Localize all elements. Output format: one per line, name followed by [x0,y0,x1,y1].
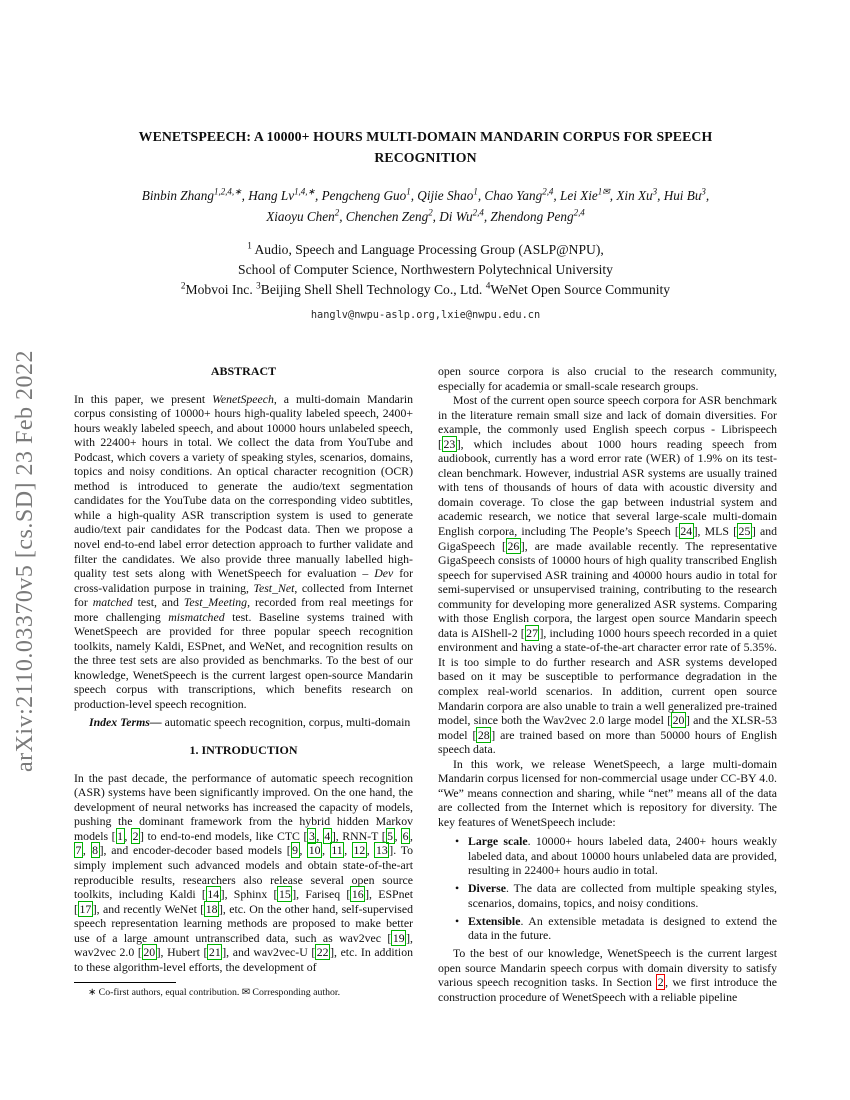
superscript: 1 [406,186,411,197]
paragraph: In this work, we release WenetSpeech, a large multi-domain Mandarin corpus licensed for non-commercial usage under CC-BY 4.0. “We” means connection and sharing, while “net” means all of the data are collected from the Internet which is repository for diversity. The key features of WenetSpeech include: [438,756,777,829]
citation-link[interactable]: 10 [308,843,321,858]
citation-link[interactable]: 9 [292,843,299,858]
citation-link[interactable]: 26 [507,538,520,553]
citation-link[interactable]: 5 [387,828,394,843]
citation-link[interactable]: 1 [117,828,124,843]
citation-link[interactable]: 18 [205,901,218,916]
paper-title [74,126,777,168]
right-column [438,364,777,1005]
list-item: • Large scale. 10000+ hours labeled data, 2400+ hours weakly labeled data, and about 10000 hours unlabeled data are provided, resulting in 22400+ hours audio in total. [468,834,777,878]
superscript: 1 [247,240,252,251]
two-column-body [74,364,777,1005]
citation-link[interactable]: 16 [351,887,364,902]
paragraph: In this paper, we present WenetSpeech, a multi-domain Mandarin corpus consisting of 10000+ hours high-quality labeled speech, 2400+ hours weakly labeled speech, and about 10000 hours unlabeled speech, with 22400+ hours in total. We collect the data from YouTube and Podcast, which covers a variety of speaking styles, scenarios, domains, topics and noisy conditions. An optical character recognition (OCR) method is introduced to generate the audio/text segmentation candidates for the YouTube data on the corresponding video subtitles, while a high-quality ASR transcription system is used to generate audio/text pair candidates for the Podcast data. Then we propose a novel end-to-end label error detection approach to further validate and filter the candidates. We also provide three manually labelled high-quality test sets along with WenetSpeech for evaluation – Dev for cross-validation purpose in training, Test_Net, collected from Internet for matched test, and Test_Meeting, recorded from real meetings for more challenging mismatched test. Baseline systems trained with WenetSpeech are provided for three popular speech recognition toolkits, namely Kaldi, ESPnet, and WeNet, and recognition results on the three test sets are also provided as benchmarks. To the best of our knowledge, WenetSpeech is the current largest open-source Mandarin speech corpus with transcriptions, which benefits research on production-level speech recognition. [74,391,414,712]
citation-link[interactable]: 12 [353,843,366,858]
citation-link[interactable]: 19 [392,930,405,945]
contact-email: hanglv@nwpu-aslp.org,lxie@nwpu.edu.cn [310,309,541,321]
citation-link[interactable]: 17 [79,901,92,916]
paragraph: To the best of our knowledge, WenetSpeech is the current largest open source Mandarin speech corpus with domain diversity to satisfy various speech recognition tasks. In Section 2 , we first introduce the construction procedure of WenetSpeech with a reliable pipeline [438,946,778,1004]
text-line: RECOGNITION [374,150,477,165]
affiliations [74,240,777,300]
citation-link[interactable]: 20 [672,713,685,728]
citation-link[interactable]: 14 [207,887,220,902]
section-heading: ABSTRACT [210,364,277,378]
superscript: 1,4,∗ [294,186,316,197]
arxiv-watermark: arXiv:2110.03370v5 [cs.SD] 23 Feb 2022 [12,349,38,773]
left-column [74,364,413,1005]
text-line: WENETSPEECH: A 10000+ HOURS MULTI-DOMAIN MANDARIN CORPUS FOR SPEECH [138,129,713,144]
feature-list [438,834,777,943]
superscript: 2,4 [472,207,484,218]
citation-link[interactable]: 23 [443,436,456,451]
text-line: Binbin Zhang$^{1,2,4,∗}$, Hang $Lv^{1,4,∗}$, Pengcheng Guo$^1$, Qijie Shao$^1$, Chao Yang$^{2,4}$, Lei Xie$^{1✉}$, Xin Xu$^3$, Hui Bu$^3$, [141,186,710,203]
footnote-rule [74,982,176,983]
section-ref-link[interactable]: 2 [657,975,664,990]
citation-link[interactable]: 21 [208,945,221,960]
superscript: 2,4 [542,186,554,197]
text-line: Xiaoyu Chen$^2$, Chenchen Zeng$^2$, Di Wu$^{2,4}$, Zhendong Peng$^{2,4}$ [266,207,585,224]
superscript: 1 [473,186,478,197]
paragraph: Most of the current open source speech corpora for ASR benchmark in the literature remain small size and lack of domain diversities. For example, the commonly used English speech corpus - Librispeech [ 23 ], which includes about 1000 hours reading speech from audiobook, currently has a word error rate (WER) of 1.9% on its test-clean benchmark. However, industrial ASR systems are usually trained with tens of thousands of hours of data with acoustic diversity and domain coverage. To close the gap between industrial system and academic research, we notice that several large-scale multi-domain English corpora, including The People’s Speech [ 24 ], MLS [ 25 ] and GigaSpeech [ 26 ], are made available recently. The representative GigaSpeech consists of 10000 hours of high quality transcribed English speech for supervised ASR training and 40000 hours audio in total for semi-supervised or unsupervised training, contributing to the research community for developing more generalized ASR systems. Comparing with those English corpora, the largest open source Mandarin speech data is AIShell-2 [ 27 ], including 1000 hours speech recorded in a quiet environment and having a state-of-the-art character error rate of 5.35%. It is too simple to do further research and ASR systems developed based on it may be susceptible to performance degradation in the complex real-world scenarios. In addition, current open source Mandarin corpora are also unable to train a well generalized pre-trained model, since both the Wav2vec 2.0 large model [ 20 ] and the XLSR-53 model [ 28 ] are trained based on more than 50000 hours of English speech data. [438,393,778,757]
superscript: 3 [652,186,658,197]
citation-link[interactable]: 24 [680,524,693,539]
footnote [74,982,413,999]
citation-link[interactable]: 22 [316,945,329,960]
author-list [74,186,777,227]
citation-link[interactable]: 11 [331,843,343,858]
paragraph: Index Terms— automatic speech recognition, corpus, multi-domain [89,714,411,729]
citation-link[interactable]: 4 [324,828,331,843]
citation-link[interactable]: 13 [375,843,388,858]
paper-header [74,0,777,321]
section-heading: 1. INTRODUCTION [189,743,298,758]
citation-link[interactable]: 27 [526,625,538,640]
citation-link[interactable]: 8 [92,843,99,858]
superscript: 4 [485,280,491,291]
citation-link[interactable]: 25 [738,524,751,539]
superscript: 2,4 [573,207,585,218]
citation-link[interactable]: 28 [477,727,490,742]
superscript: 2 [334,207,340,218]
citation-link[interactable]: 3 [308,828,315,843]
superscript: 2 [428,207,433,218]
superscript: 3 [701,186,706,197]
text-line: School of Computer Science, Northwestern Polytechnical University [238,262,613,277]
superscript: 1,2,4,∗ [213,186,242,197]
citation-link[interactable]: 2 [132,828,139,843]
paragraph: open source corpora is also crucial to the research community, especially for academia or small-scale research groups. [438,364,777,393]
superscript: 2 [180,280,186,291]
paragraph: In the past decade, the performance of automatic speech recognition (ASR) systems have been significantly improved. On the one hand, the development of neural networks has increased the capacity of models, pushing the dominant framework from the hybrid hidden Markov models [ 1 , 2 ] to end-to-end models, like CTC [ 3 , 4 ], RNN-T [ 5 , 6 , 7 , 8 ], and encoder-decoder based models [ 9 , 10 , 11 , 12 , 13 ]. To simply implement such advanced models and obtain state-of-the-art reproducible results, researchers also release several open source toolkits, including Kaldi [ 14 ], Sphinx [ 15 ], Fariseq [ 16 ], ESPnet [ 17 ], and recently WeNet [ 18 ], etc. On the other hand, self-supervised speech representation learning methods are proposed to make better use of a large amount untranscribed data, such as wav2vec [ 19 ], wav2vec 2.0 [ 20 ], Hubert [ 21 ], and wav2vec-U [ 22 ], etc. In addition to these algorithm-level efforts, the development of [74,770,414,974]
citation-link[interactable]: 20 [143,945,156,960]
superscript: 1✉ [597,186,610,197]
list-item: • Diverse. The data are collected from multiple speaking styles, scenarios, domains, topics, and noisy conditions. [468,881,777,910]
text-line: $^1$ Audio, Speech and Language Processing Group (ASLP@NPU), [247,240,604,257]
citation-link[interactable]: 6 [402,828,409,843]
citation-link[interactable]: 15 [278,887,291,902]
footnote-text: ∗ Co-first authors, equal contribution. ✉ Corresponding author. [88,987,341,998]
list-item: • Extensible. An extensible metadata is designed to extend the data in the future. [468,914,777,943]
text-line: $^2$Mobvoi Inc. $^3$Beijing Shell Shell Technology Co., Ltd. $^4$WeNet Open Source Community [180,280,671,297]
superscript: 3 [256,280,261,291]
citation-link[interactable]: 7 [75,843,82,858]
